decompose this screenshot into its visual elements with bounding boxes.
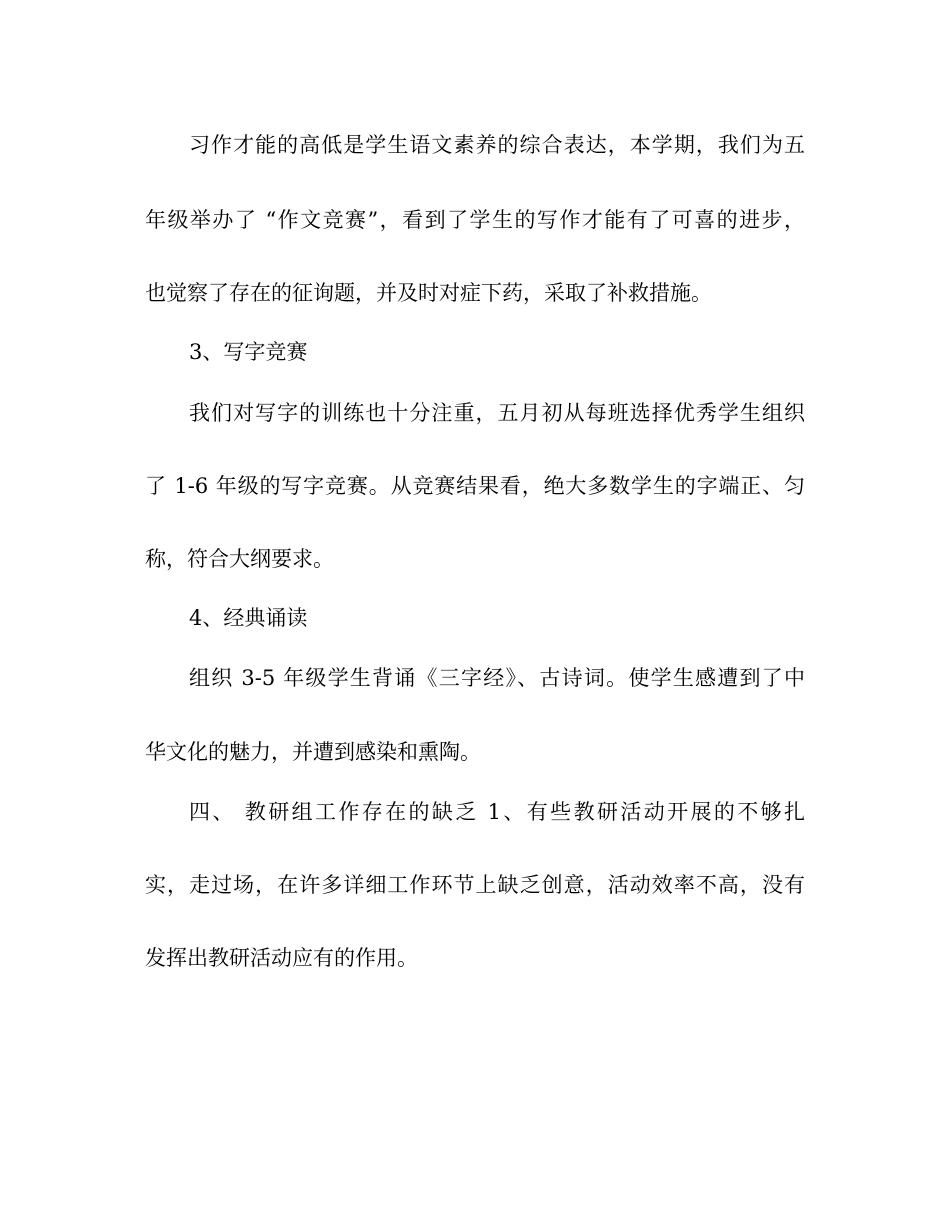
paragraph-line: 称，符合大纲要求。: [145, 547, 334, 571]
paragraph-line: 发挥出教研活动应有的作用。: [145, 946, 418, 970]
paragraph-line: 了 1-6 年级的写字竞赛。从竞赛结果看，绝大多数学生的字端正、匀: [145, 474, 805, 498]
paragraph-line: 也觉察了存在的征询题，并及时对症下药，采取了补救措施。: [145, 281, 712, 305]
paragraph-line: 组织 3-5 年级学生背诵《三字经》、古诗词。使学生感遭到了中: [189, 666, 805, 690]
paragraph-line: 四、 教研组工作存在的缺乏 1、有些教研活动开展的不够扎: [189, 800, 805, 824]
paragraph-line: 年级举办了 “作文竞赛”，看到了学生的写作才能有了可喜的进步，: [145, 208, 805, 232]
paragraph-line: 实，走过场，在许多详细工作环节上缺乏创意，活动效率不高，没有: [145, 873, 805, 897]
paragraph-line: 我们对写字的训练也十分注重，五月初从每班选择优秀学生组织: [189, 401, 805, 425]
section-heading: 3、写字竞赛: [189, 340, 308, 364]
paragraph-line: 华文化的魅力，并遭到感染和熏陶。: [145, 740, 481, 764]
paragraph-line: 习作才能的高低是学生语文素养的综合表达，本学期，我们为五: [189, 133, 805, 157]
section-heading: 4、经典诵读: [189, 606, 308, 630]
